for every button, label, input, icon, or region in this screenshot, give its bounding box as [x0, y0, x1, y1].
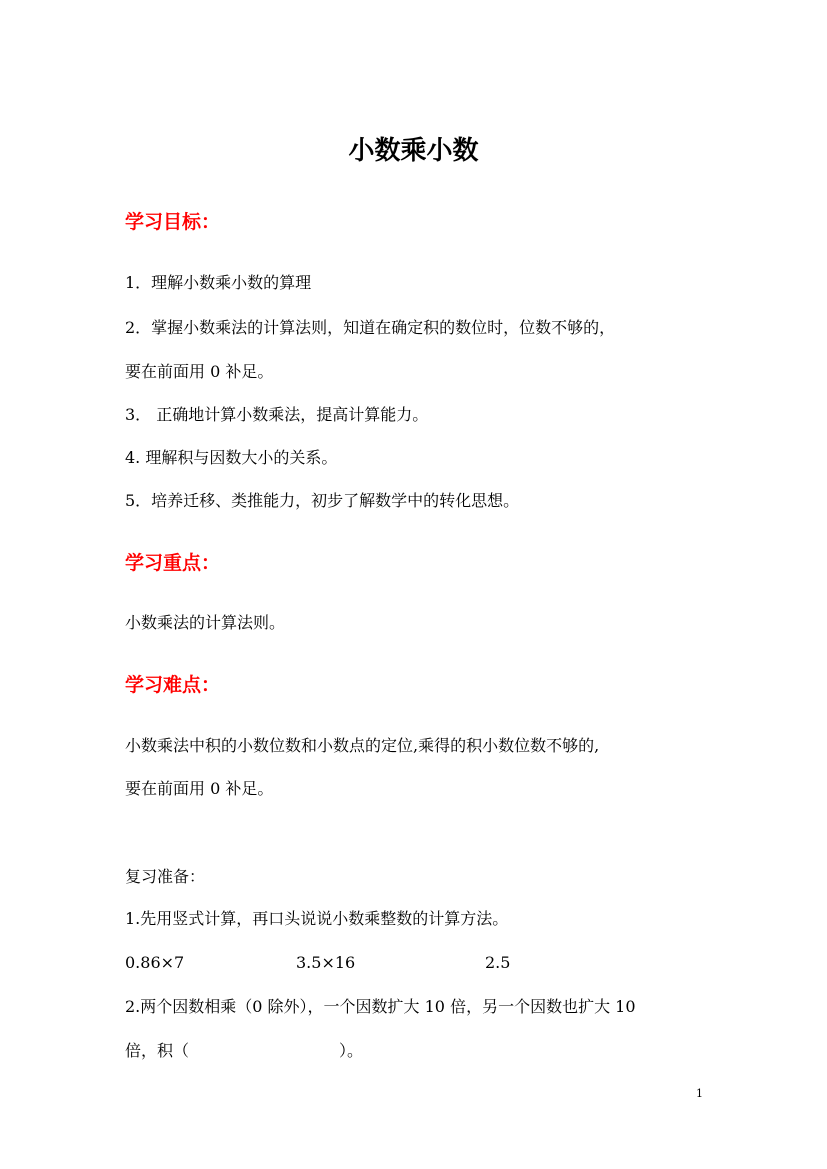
- page-number: 1: [696, 1087, 703, 1100]
- key-points-text: 小数乘法的计算法则。: [125, 613, 286, 632]
- objective-item-text: 2．掌握小数乘法的计算法则，知道在确定积的数位时，位数不够的，: [125, 318, 616, 337]
- blank-suffix: ）。: [339, 1041, 364, 1060]
- review-question-2-continued: [125, 1040, 363, 1062]
- objective-item: [125, 317, 711, 339]
- key-points-heading: 学习重点：: [125, 552, 221, 574]
- objective-item-continued: 要在前面用 0 补足。: [125, 362, 274, 381]
- objectives-heading: 学习目标：: [125, 211, 221, 233]
- objective-item: 5．培养迁移、类推能力，初步了解数学中的转化思想。: [125, 491, 520, 510]
- difficulties-line: 小数乘法中积的小数位数和小数点的定位,乘得的积小数位数不够的,: [125, 736, 600, 755]
- difficulties-heading: 学习难点：: [125, 674, 221, 696]
- review-heading: 复习准备：: [125, 867, 206, 886]
- objective-item: 1．理解小数乘小数的算理: [125, 273, 312, 292]
- difficulties-text-continued: 要在前面用 0 补足。: [125, 779, 274, 798]
- page-title: 小数乘小数: [348, 136, 479, 166]
- exercise-item: 3.5×16: [296, 953, 356, 972]
- objective-item: 4. 理解积与因数大小的关系。: [125, 448, 338, 467]
- exercise-item: 2.5: [485, 953, 511, 972]
- review-question-2: [125, 996, 711, 1018]
- exercise-item: 0.86×7: [125, 953, 185, 972]
- difficulties-text: [125, 735, 711, 757]
- review-question-1: 1.先用竖式计算，再口头说说小数乘整数的计算方法。: [125, 909, 509, 928]
- review-question-2-text: 2.两个因数相乘（0 除外），一个因数扩大 10 倍，另一个因数也扩大 10: [125, 997, 636, 1016]
- objective-item: 3． 正确地计算小数乘法，提高计算能力。: [125, 405, 429, 424]
- blank-prefix: 倍，积（: [125, 1041, 190, 1060]
